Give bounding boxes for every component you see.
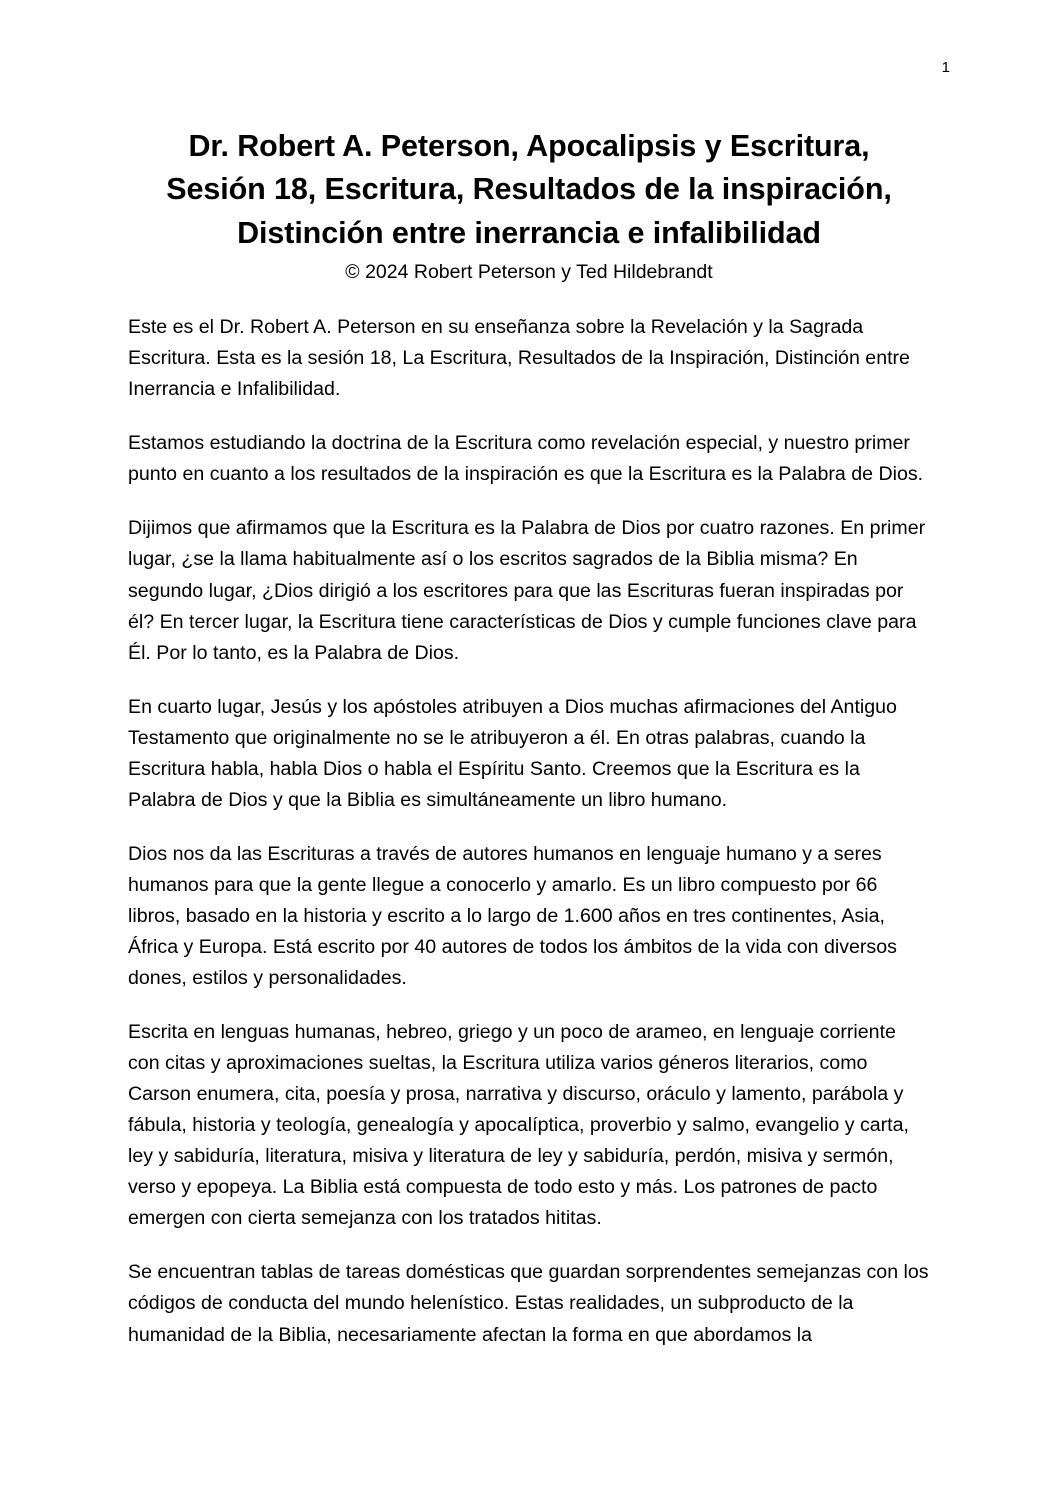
paragraph: Este es el Dr. Robert A. Peterson en su enseñanza sobre la Revelación y la Sagrada Escritura. Esta es la sesión 18, La Escritura, Resultados de la Inspiración, Distinción entre Inerrancia e Infalibilidad. [128, 316, 910, 401]
paragraph: Estamos estudiando la doctrina de la Escritura como revelación especial, y nuestro primer punto en cuanto a los resultados de la inspiración es que la Escritura es la Palabra de Dios. [128, 432, 924, 486]
page-title [128, 125, 930, 255]
title-line-3: Distinción entre inerrancia e infalibilidad [237, 215, 821, 250]
body-text [128, 312, 930, 1350]
paragraph: Dios nos da las Escrituras a través de autores humanos en lenguaje humano y a seres humanos para que la gente llegue a conocerlo y amarlo. Es un libro compuesto por 66 libros, basado en la historia y escrito a lo largo de 1.600 años en tres continentes, Asia, África y Europa. Está escrito por 40 autores de todos los ámbitos de la vida con diversos dones, estilos y personalidades. [128, 842, 897, 990]
paragraph: Dijimos que afirmamos que la Escritura es la Palabra de Dios por cuatro razones. En primer lugar, ¿se la llama habitualmente así o los escritos sagrados de la Biblia misma? En segundo lugar, ¿Dios dirigió a los escritores para que las Escrituras fueran inspiradas por él? En tercer lugar, la Escritura tiene características de Dios y cumple funciones clave para Él. Por lo tanto, es la Palabra de Dios. [128, 517, 926, 664]
paragraph: Se encuentran tablas de tareas domésticas que guardan sorprendentes semejanzas con los códigos de conducta del mundo helenístico. Estas realidades, un subproducto de la humanidad de la Biblia, necesariamente afectan la forma en que abordamos la [128, 1261, 929, 1346]
paragraph: Escrita en lenguas humanas, hebreo, griego y un poco de arameo, en lenguaje corriente con citas y aproximaciones sueltas, la Escritura utiliza varios géneros literarios, como Carson enumera, cita, poesía y prosa, narrativa y discurso, oráculo y lamento, parábola y fábula, historia y teología, genealogía y apocalíptica, proverbio y salmo, evangelio y carta, ley y sabiduría, literatura, misiva y literatura de ley y sabiduría, perdón, misiva y sermón, verso y epopeya. La Biblia está compuesta de todo esto y más. Los patrones de pacto emergen con cierta semejanza con los tratados hititas. [128, 1021, 909, 1230]
title-line-1: Dr. Robert A. Peterson, Apocalipsis y Escritura, [188, 129, 870, 163]
title-line-2: Sesión 18, Escritura, Resultados de la inspiración, [166, 172, 892, 207]
copyright-notice: © 2024 Robert Peterson y Ted Hildebrandt [345, 260, 713, 283]
paragraph: En cuarto lugar, Jesús y los apóstoles atribuyen a Dios muchas afirmaciones del Antiguo Testamento que originalmente no se le atribuyeron a él. En otras palabras, cuando la Escritura habla, habla Dios o habla el Espíritu Santo. Creemos que la Escritura es la Palabra de Dios y que la Biblia es simultáneamente un libro humano. [128, 695, 897, 811]
page-content [128, 125, 930, 1351]
page-number: 1 [941, 59, 950, 76]
